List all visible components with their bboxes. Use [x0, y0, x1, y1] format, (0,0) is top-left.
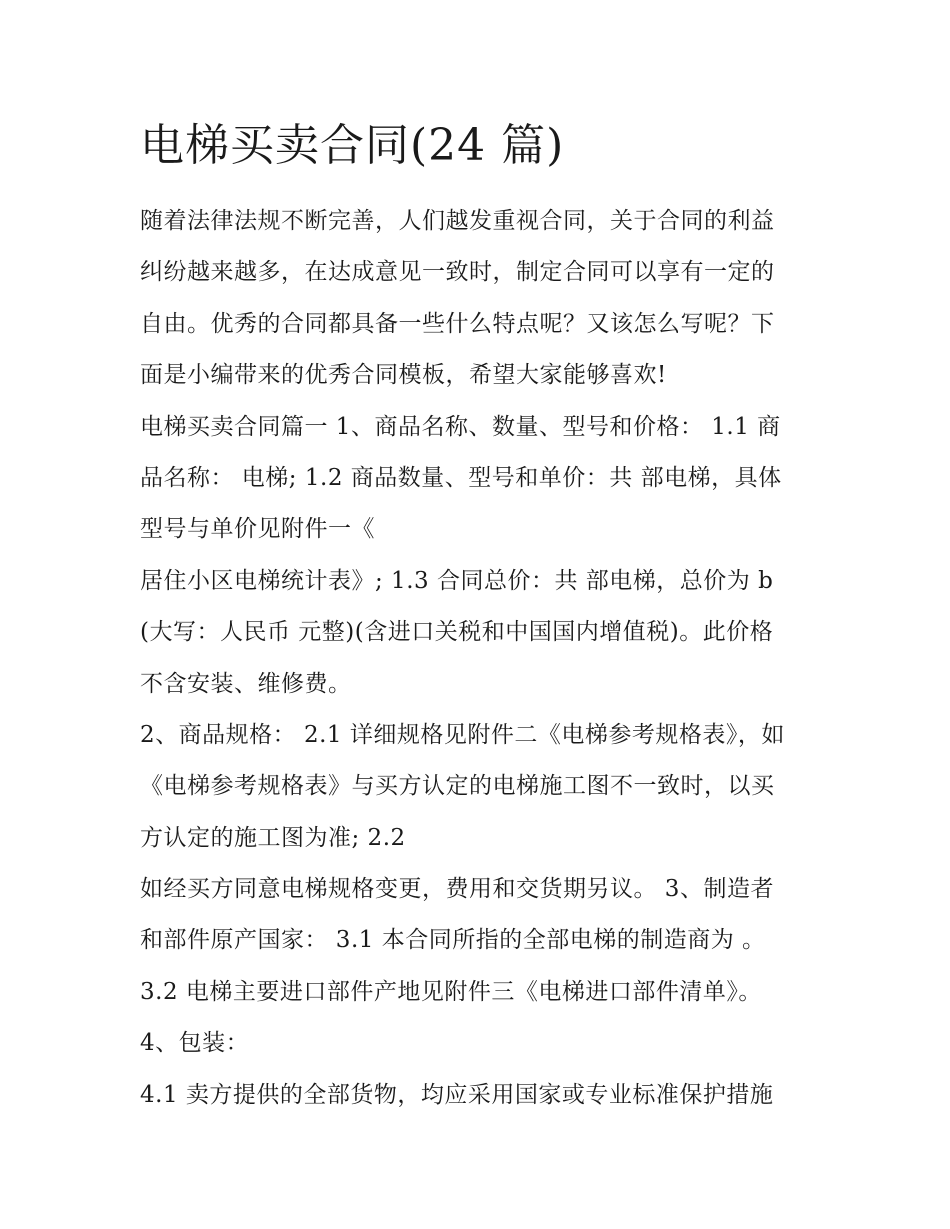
text-line: 型号与单价见附件一《 [140, 516, 375, 543]
text-line: 方认定的施工图为准; 2.2 [140, 824, 406, 851]
text-line: 4.1 卖方提供的全部货物，均应采用国家或专业标准保护措施 [140, 1081, 774, 1108]
text-line: (大写：人民币 元整)(含进口关税和中国国内增值税)。此价格 [140, 619, 774, 646]
text-line: 随着法律法规不断完善，人们越发重视合同，关于合同的利益 [140, 208, 775, 234]
document-body [140, 196, 820, 1121]
text-line: 2、商品规格： 2.1 详细规格见附件二《电梯参考规格表》，如 [140, 721, 785, 748]
text-line: 如经买方同意电梯规格变更，费用和交货期另议。 3、制造者 [140, 876, 774, 903]
text-line: 《电梯参考规格表》与买方认定的电梯施工图不一致时，以买 [140, 773, 775, 800]
text-line: 4、包装： [140, 1030, 250, 1057]
document-page [140, 110, 820, 1121]
text-line: 品名称： 电梯; 1.2 商品数量、型号和单价：共 部电梯，具体 [140, 464, 782, 491]
text-line: 面是小编带来的优秀合同模板，希望大家能够喜欢! [140, 362, 667, 389]
text-line: 自由。优秀的合同都具备一些什么特点呢？又该怎么写呢？下 [140, 310, 775, 337]
text-line: 不含安装、维修费。 [140, 670, 352, 697]
text-line: 和部件原产国家： 3.1 本合同所指的全部电梯的制造商为 。 [140, 927, 766, 954]
text-line: 居住小区电梯统计表》; 1.3 合同总价：共 部电梯，总价为 b [140, 567, 774, 594]
document-title: 电梯买卖合同(24 篇) [140, 120, 565, 171]
text-line: 电梯买卖合同篇一 1、商品名称、数量、型号和价格： 1.1 商 [140, 413, 781, 440]
text-line: 3.2 电梯主要进口部件产地见附件三《电梯进口部件清单》。 [140, 978, 762, 1005]
text-line: 纠纷越来越多，在达成意见一致时，制定合同可以享有一定的 [140, 259, 775, 286]
